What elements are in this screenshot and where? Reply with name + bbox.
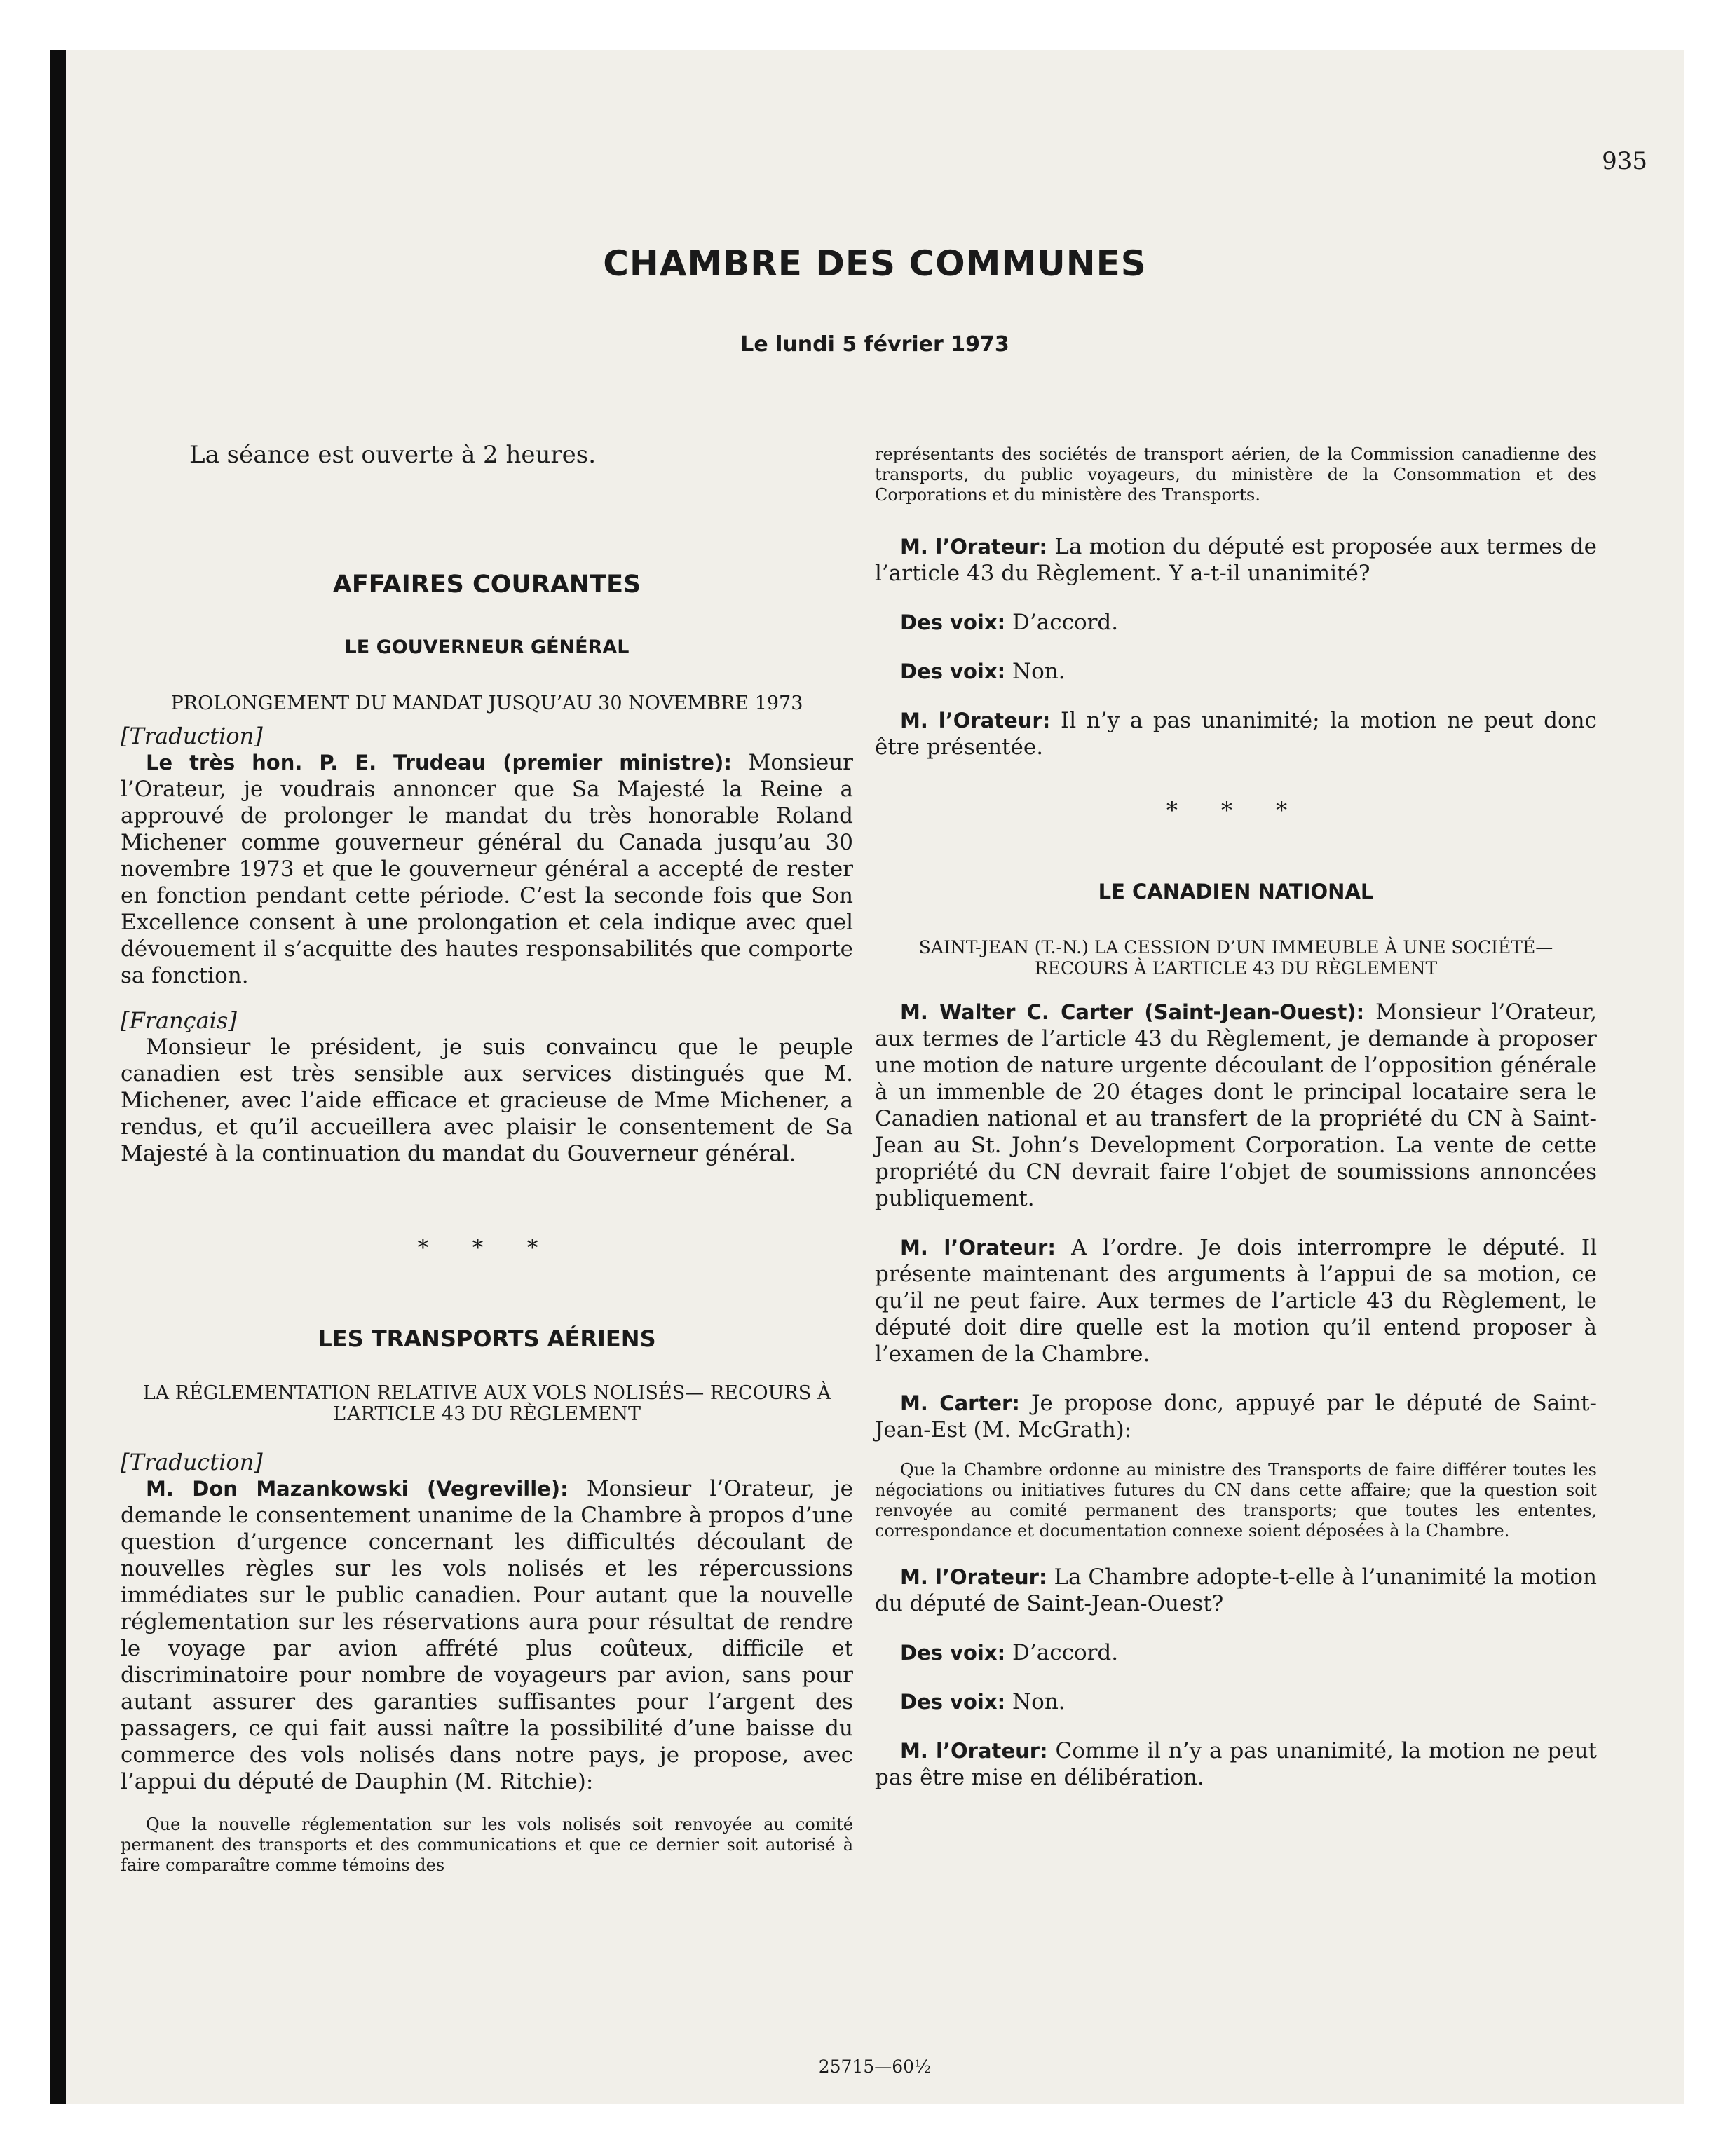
paragraph-voix-3: Des voix: D’accord. [900,1640,1119,1665]
paragraph-voix-4: Des voix: Non. [900,1689,1066,1714]
section-heading-transports: LES TRANSPORTS AÉRIENS [318,1325,656,1352]
section-heading-canadien-national: LE CANADIEN NATIONAL [1098,880,1374,903]
section-separator: * * * [417,1234,557,1261]
paragraph-carter: M. Walter C. Carter (Saint-Jean-Ouest): Monsieur l’Orateur, aux termes de l’article 43 du Règlement, je demande à proposer une motion de nature urgente découlant de l’opposition générale à un immenble de 20 étages dont le principal locataire sera le Canadien national et au transfert de la propriété du CN à Saint-Jean au St. John’s Development Corporation. La vente de cette propriété du CN devrait faire l’objet de soumissions annoncées publiquement. [875,999,1597,1211]
page-number: 935 [1602,147,1647,175]
right-column [875,394,1597,1791]
paragraph-orateur-3: M. l’Orateur: A l’ordre. Je dois interrompre le député. Il présente maintenant des arguments à l’appui de sa motion, ce qu’il ne peut faire. Aux termes de l’article 43 du Règlement, le député doit dire quelle est la motion qu’il entend proposer à l’examen de la Chambre. [875,1235,1598,1367]
paragraph-voix-1: Des voix: D’accord. [900,610,1119,635]
paragraph-trudeau: Le très hon. P. E. Trudeau (premier ministre): Monsieur l’Orateur, je voudrais annoncer que Sa Majesté la Reine a approuvé de prolonger le mandat du très honorable Roland Michener comme gouverneur général du Canada jusqu’au 30 novembre 1973 et que le gouverneur général a accepté de rester en fonction pendant cette période. C’est la seconde fois que Son Excellence consent à une prolongation et cela indique avec quel dévouement il s’acquitte des hautes responsabilités que comporte sa fonction. [121,750,853,988]
paragraph-orateur-5: M. l’Orateur: Comme il n’y a pas unanimité, la motion ne peut pas être mise en délibération. [875,1738,1597,1790]
section-heading-affaires-courantes: AFFAIRES COURANTES [332,571,641,599]
motion-quote-2: Que la Chambre ordonne au ministre des Transports de faire différer toutes les négociations ou initiatives futures du CN dans cette affaire; que la question soit renvoyée au comité permanent des transports; que toutes les ententes, correspondance et documentation connexe soient déposées à la Chambre. [875,1460,1597,1541]
speaker-mazankowski: M. Don Mazankowski (Vegreville): [146,1477,569,1501]
section-separator-2: * * * [1166,797,1306,824]
motion-quote-1-continued: représentants des sociétés de transport aérien, de la Commission canadienne des transports, du public voyageurs, du ministère de la Consommation et des Corporations et du ministère des Transports. [875,444,1597,505]
paragraph-carter-2: M. Carter: Je propose donc, appuyé par le député de Saint-Jean-Est (M. McGrath): [875,1391,1597,1442]
paragraph-voix-2: Des voix: Non. [900,659,1066,684]
paragraph-orateur-1: M. l’Orateur: La motion du député est proposée aux termes de l’article 43 du Règlement. Y a-t-il unanimité? [875,534,1597,586]
topic-vols-nolises: LA RÉGLEMENTATION RELATIVE AUX VOLS NOLISÉS— RECOURS À L’ARTICLE 43 DU RÈGLEMENT [142,1382,831,1425]
paragraph-orateur-2: M. l’Orateur: Il n’y a pas unanimité; la motion ne peut donc être présentée. [875,708,1597,760]
translation-note: [Traduction] [121,723,263,749]
motion-quote-1: Que la nouvelle réglementation sur les vols nolisés soit renvoyée au comité permanent des transports et des communications et que ce dernier soit autorisé à faire comparaître comme témoins des [121,1815,853,1875]
left-column [121,393,853,1876]
page-title: CHAMBRE DES COMMUNES [603,243,1147,284]
paragraph-michener: Monsieur le président, je suis convaincu que le peuple canadien est très sensible aux services distingués que M. Michener, avec l’aide efficace et gracieuse de Mme Michener, a rendus, et qu’il accueillera avec plaisir le consentement de Sa Majesté à la continuation du mandat du Gouverneur général. [121,1035,853,1166]
topic-prolongement: PROLONGEMENT DU MANDAT JUSQU’AU 30 NOVEMBRE 1973 [170,692,803,714]
footer-code: 25715—60½ [818,2056,932,2077]
opening-line: La séance est ouverte à 2 heures. [189,441,597,469]
sitting-date: Le lundi 5 février 1973 [740,332,1009,357]
topic-saint-jean: SAINT-JEAN (T.-N.) LA CESSION D’UN IMMEUBLE À UNE SOCIÉTÉ—RECOURS À L’ARTICLE 43 DU RÈGLEMENT [918,937,1553,978]
french-note: [Français] [121,1007,237,1034]
speaker-trudeau: Le très hon. P. E. Trudeau (premier ministre): [146,751,732,775]
paragraph-orateur-4: M. l’Orateur: La Chambre adopte-t-elle à l’unanimité la motion du député de Saint-Jean-Ouest? [875,1564,1598,1616]
paragraph-mazankowski: M. Don Mazankowski (Vegreville): Monsieur l’Orateur, je demande le consentement unanime de la Chambre à propos d’une question d’urgence concernant les difficultés découlant de nouvelles règles sur les vols nolisés et les répercussions immédiates sur le public canadien. Pour autant que la nouvelle réglementation sur les réservations aura pour résultat de rendre le voyage par avion affrété plus coûteux, difficile et discriminatoire pour nombre de voyageurs par avion, sans pour autant assurer des garanties suffisantes pour l’argent des passagers, ce qui fait aussi naître la possibilité d’une baisse du commerce des vols nolisés dans notre pays, je propose, avec l’appui du député de Dauphin (M. Ritchie): [121,1476,853,1794]
subsection-heading-gouverneur: LE GOUVERNEUR GÉNÉRAL [344,636,630,658]
translation-note-2: [Traduction] [121,1449,263,1475]
